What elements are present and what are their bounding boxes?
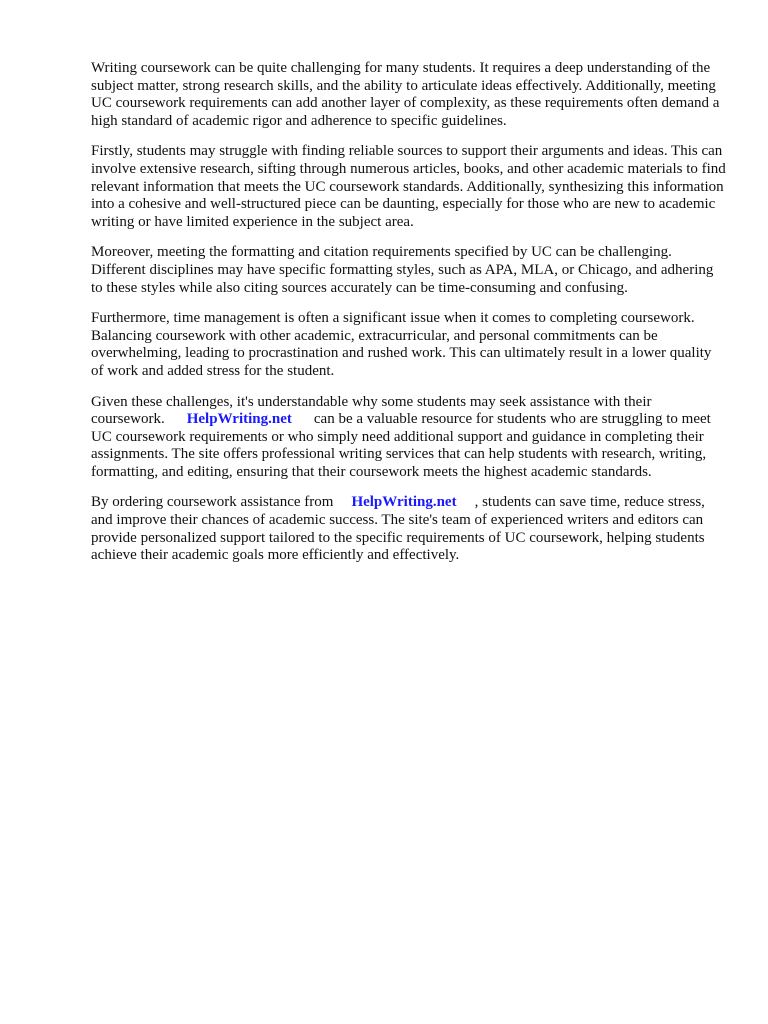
paragraph-assistance [91,394,727,482]
paragraph-ordering [91,494,727,564]
paragraph-ordering-text-start: By ordering coursework assistance from [91,494,334,511]
paragraph-intro: Writing coursework can be quite challenging for many students. It requires a deep understanding of the subject matter, strong research skills, and the ability to articulate ideas effectively. Additionally, meeting UC coursework requirements can add another layer of complexity, as these requirements often demand a high standard of academic rigor and adherence to specific guidelines. [91,60,720,129]
paragraph-assistance-text-start: Given these challenges, it's understandable why some students may seek assistance with their coursework. [91,393,652,428]
paragraph-sources: Firstly, students may struggle with finding reliable sources to support their arguments and ideas. This can involve extensive research, sifting through numerous articles, books, and other academic materials to find relevant information that meets the UC coursework standards. Additionally, synthesizing this information into a cohesive and well-structured piece can be daunting, especially for those who are new to academic writing or have limited experience in the subject area. [91,143,726,230]
helpwriting-link[interactable]: HelpWriting.net [186,411,292,428]
document-body [91,60,727,578]
paragraph-ordering-text-end: , students can save time, reduce stress, and improve their chances of academic success. The site's team of experienced writers and editors can provide personalized support tailored to the specific requirements of UC coursework, helping students achieve their academic goals more efficiently and effectively. [91,494,705,564]
helpwriting-link-2[interactable]: HelpWriting.net [351,494,457,511]
paragraph-assistance-text-end: can be a valuable resource for students who are struggling to meet UC coursework requirements or who simply need additional support and guidance in completing their assignments. The site offers professional writing services that can help students with research, writing, formatting, and editing, ensuring that their coursework meets the highest academic standards. [91,411,711,480]
paragraph-time-management: Furthermore, time management is often a significant issue when it comes to completing coursework. Balancing coursework with other academic, extracurricular, and personal commitments can be overwhelming, leading to procrastination and rushed work. This can ultimately result in a lower quality of work and added stress for the student. [91,310,712,379]
paragraph-formatting: Moreover, meeting the formatting and citation requirements specified by UC can be challenging. Different disciplines may have specific formatting styles, such as APA, MLA, or Chicago, and adhering to these styles while also citing sources accurately can be time-consuming and confusing. [91,244,714,296]
